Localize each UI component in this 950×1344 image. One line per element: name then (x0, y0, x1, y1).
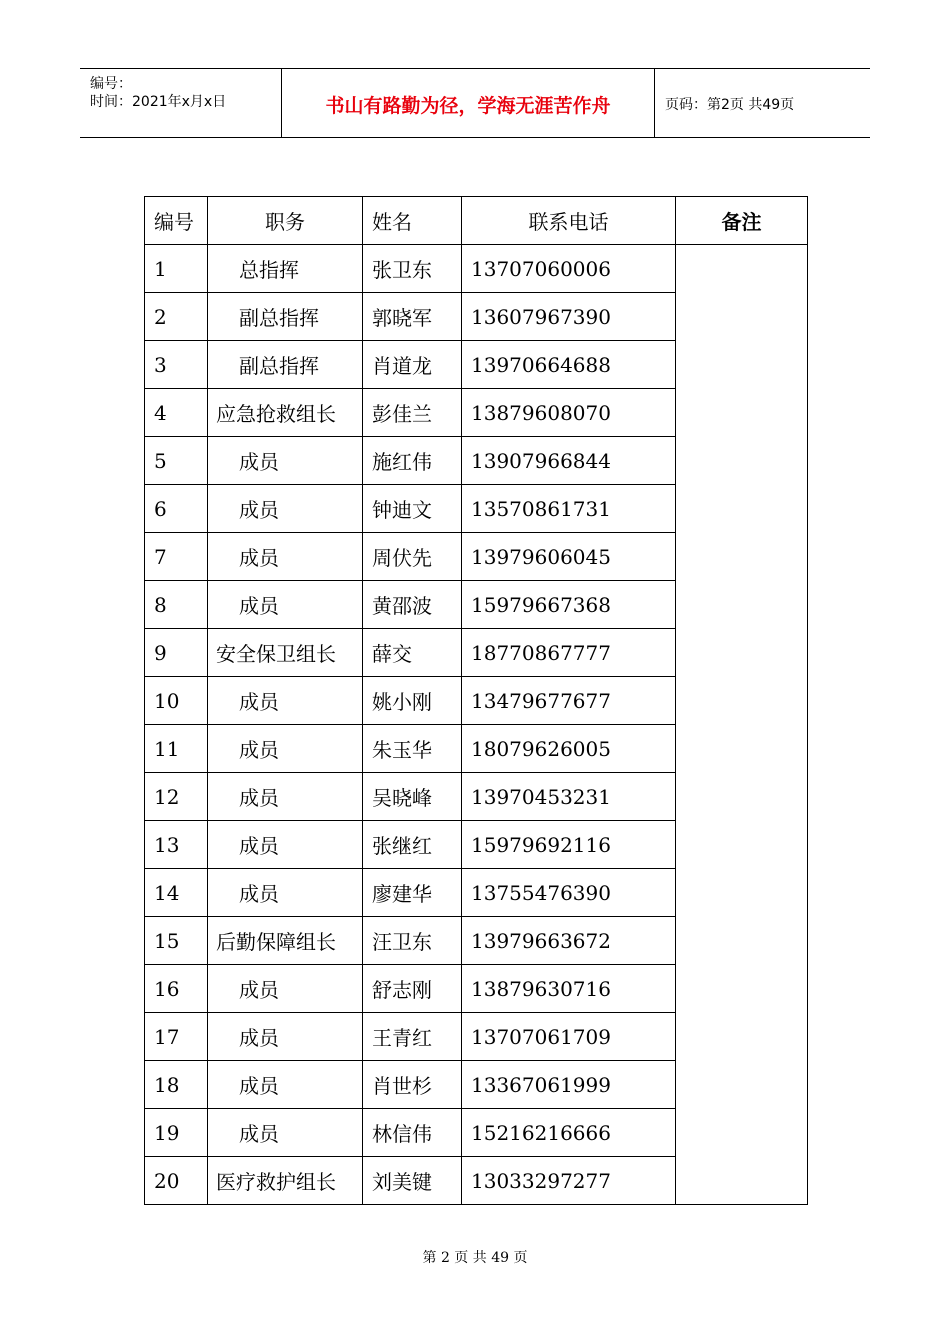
row-no: 4 (145, 389, 208, 437)
row-no: 9 (145, 629, 208, 677)
remark-cell (676, 245, 808, 1205)
row-name: 郭晓军 (363, 293, 462, 341)
row-no: 13 (145, 821, 208, 869)
row-name: 张继红 (363, 821, 462, 869)
row-no: 11 (145, 725, 208, 773)
row-no: 19 (145, 1109, 208, 1157)
row-name: 舒志刚 (363, 965, 462, 1013)
header-name: 姓名 (363, 197, 462, 245)
row-position: 成员 (208, 773, 363, 821)
row-name: 黄邵波 (363, 581, 462, 629)
contact-table (144, 196, 808, 1205)
row-phone: 13570861731 (462, 485, 676, 533)
row-position: 安全保卫组长 (208, 629, 363, 677)
row-name: 林信伟 (363, 1109, 462, 1157)
header-motto-cell (282, 69, 655, 137)
row-no: 6 (145, 485, 208, 533)
row-position: 成员 (208, 1061, 363, 1109)
row-position: 医疗救护组长 (208, 1157, 363, 1205)
row-position: 成员 (208, 437, 363, 485)
row-phone: 15979667368 (462, 581, 676, 629)
row-phone: 13979663672 (462, 917, 676, 965)
row-no: 7 (145, 533, 208, 581)
row-name: 彭佳兰 (363, 389, 462, 437)
row-name: 汪卫东 (363, 917, 462, 965)
row-no: 16 (145, 965, 208, 1013)
header-motto: 书山有路勤为径，学海无涯苦作舟 (325, 95, 611, 117)
row-name: 张卫东 (363, 245, 462, 293)
table-body (145, 245, 808, 1205)
row-name: 肖世杉 (363, 1061, 462, 1109)
row-name: 王青红 (363, 1013, 462, 1061)
row-phone: 13033297277 (462, 1157, 676, 1205)
row-position: 成员 (208, 1013, 363, 1061)
row-phone: 13755476390 (462, 869, 676, 917)
row-position: 成员 (208, 725, 363, 773)
row-no: 2 (145, 293, 208, 341)
row-no: 10 (145, 677, 208, 725)
row-no: 3 (145, 341, 208, 389)
row-phone: 13607967390 (462, 293, 676, 341)
header-no: 编号 (145, 197, 208, 245)
row-phone: 13879608070 (462, 389, 676, 437)
row-position: 后勤保障组长 (208, 917, 363, 965)
header-phone: 联系电话 (462, 197, 676, 245)
row-no: 15 (145, 917, 208, 965)
header-position: 职务 (208, 197, 363, 245)
header-meta-cell (80, 69, 282, 137)
row-position: 应急抢救组长 (208, 389, 363, 437)
row-phone: 13979606045 (462, 533, 676, 581)
page-footer: 第 2 页 共 49 页 (422, 1250, 528, 1266)
row-name: 刘美键 (363, 1157, 462, 1205)
row-position: 成员 (208, 485, 363, 533)
row-no: 12 (145, 773, 208, 821)
row-phone: 13479677677 (462, 677, 676, 725)
row-position: 成员 (208, 677, 363, 725)
row-position: 成员 (208, 821, 363, 869)
row-phone: 13970453231 (462, 773, 676, 821)
row-phone: 18770867777 (462, 629, 676, 677)
page-header (80, 68, 870, 138)
row-no: 20 (145, 1157, 208, 1205)
row-name: 廖建华 (363, 869, 462, 917)
row-phone: 13707060006 (462, 245, 676, 293)
row-no: 8 (145, 581, 208, 629)
row-position: 成员 (208, 581, 363, 629)
row-name: 施红伟 (363, 437, 462, 485)
row-no: 14 (145, 869, 208, 917)
row-name: 姚小刚 (363, 677, 462, 725)
row-name: 朱玉华 (363, 725, 462, 773)
row-no: 1 (145, 245, 208, 293)
row-phone: 15216216666 (462, 1109, 676, 1157)
row-no: 18 (145, 1061, 208, 1109)
row-position: 副总指挥 (208, 341, 363, 389)
row-phone: 18079626005 (462, 725, 676, 773)
row-phone: 15979692116 (462, 821, 676, 869)
header-remark: 备注 (676, 197, 808, 245)
row-position: 成员 (208, 965, 363, 1013)
row-position: 成员 (208, 869, 363, 917)
row-position: 总指挥 (208, 245, 363, 293)
row-name: 吴晓峰 (363, 773, 462, 821)
row-name: 肖道龙 (363, 341, 462, 389)
date-label: 时间：2021年x月x日 (90, 94, 227, 110)
row-name: 钟迪文 (363, 485, 462, 533)
row-no: 5 (145, 437, 208, 485)
header-page-cell (655, 69, 870, 137)
row-phone: 13879630716 (462, 965, 676, 1013)
row-name: 周伏先 (363, 533, 462, 581)
row-phone: 13970664688 (462, 341, 676, 389)
table-row (145, 245, 808, 293)
serial-label: 编号： (90, 76, 132, 92)
row-position: 副总指挥 (208, 293, 363, 341)
table-header-row (145, 197, 808, 245)
row-phone: 13707061709 (462, 1013, 676, 1061)
row-phone: 13367061999 (462, 1061, 676, 1109)
row-phone: 13907966844 (462, 437, 676, 485)
row-position: 成员 (208, 1109, 363, 1157)
row-name: 薛交 (363, 629, 462, 677)
header-page-info: 页码：第2页 共49页 (665, 97, 795, 113)
row-position: 成员 (208, 533, 363, 581)
row-no: 17 (145, 1013, 208, 1061)
